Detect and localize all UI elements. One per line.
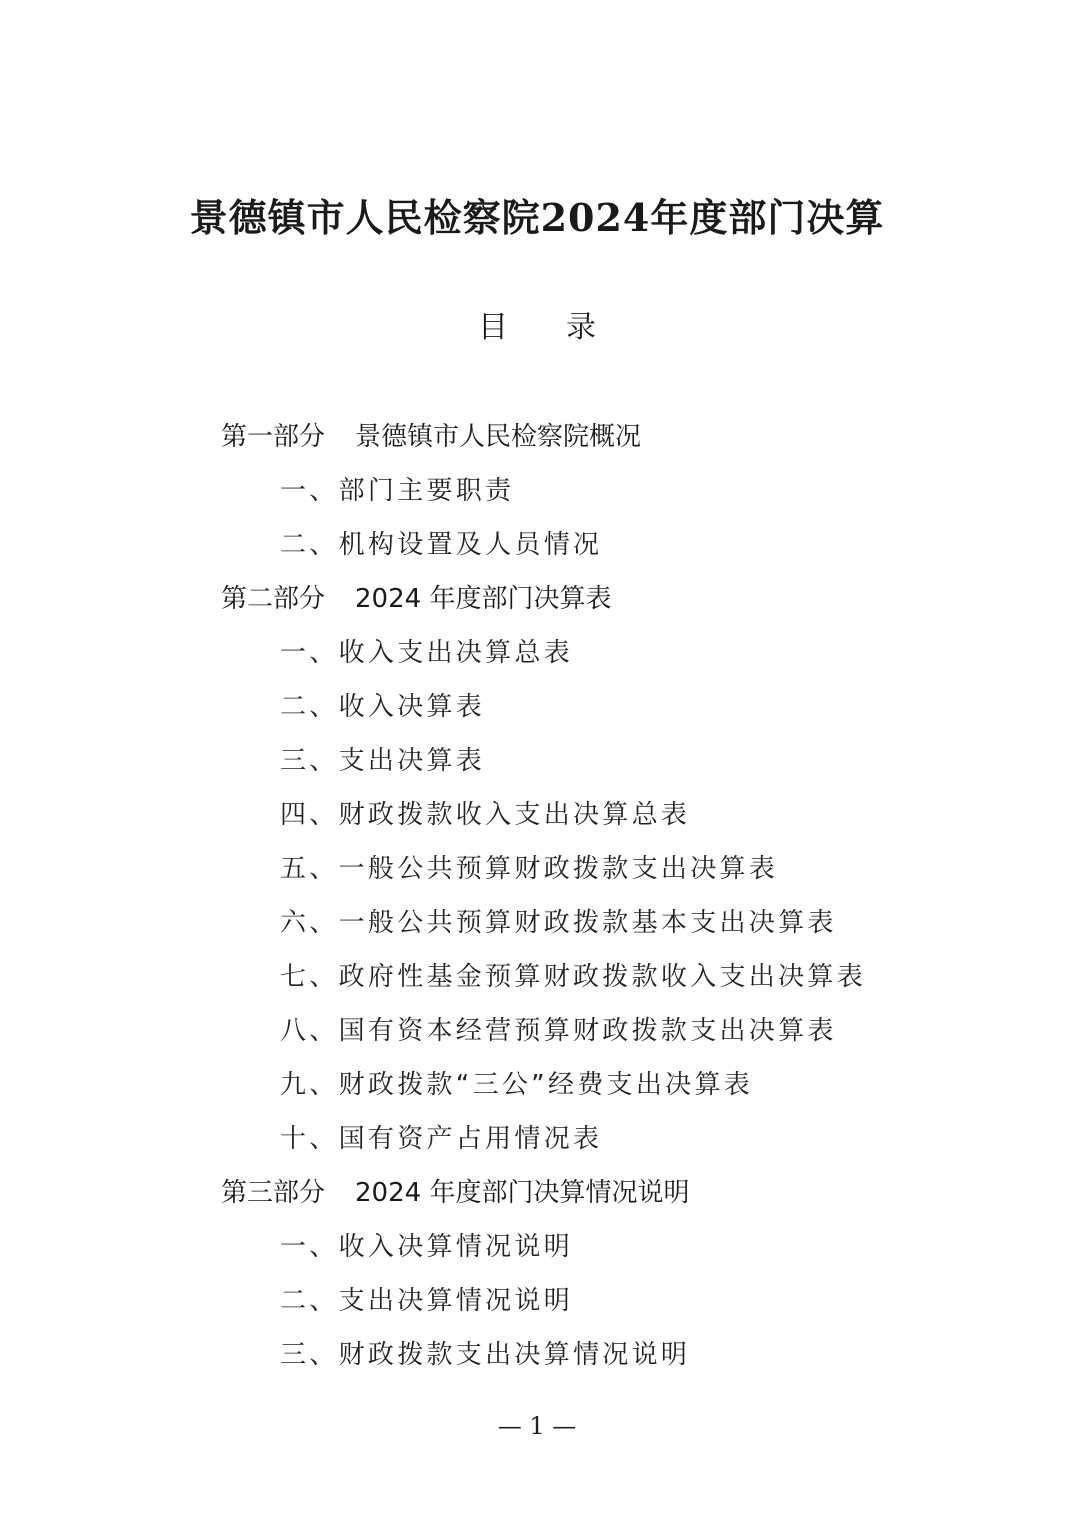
- toc-item: 二、收入决算表: [280, 692, 486, 722]
- toc-item: 八、国有资本经营预算财政拨款支出决算表: [280, 1016, 837, 1046]
- toc-item: 一、部门主要职责: [280, 476, 515, 506]
- toc-item: 六、一般公共预算财政拨款基本支出决算表: [280, 908, 837, 938]
- toc-heading-right: 录: [566, 310, 596, 345]
- toc-item: 四、财政拨款收入支出决算总表: [280, 800, 691, 830]
- toc-item: 一、收入决算情况说明: [280, 1232, 574, 1262]
- toc-heading: [0, 306, 1074, 350]
- document-title: 景德镇市人民检察院2024年度部门决算: [189, 195, 885, 240]
- toc-part-2: [221, 579, 611, 619]
- toc-item: 三、财政拨款支出决算情况说明: [280, 1340, 691, 1370]
- toc-item: 一、收入支出决算总表: [280, 638, 574, 668]
- toc-part-1: [221, 417, 641, 457]
- toc-item: 九、财政拨款“三公”经费支出决算表: [280, 1070, 754, 1100]
- toc-item: 三、支出决算表: [280, 746, 486, 776]
- toc-heading-left: 目: [478, 310, 508, 345]
- toc-item: 五、一般公共预算财政拨款支出决算表: [280, 854, 779, 884]
- page-number: — 1 —: [497, 1412, 577, 1440]
- toc-part-number: 第一部分: [221, 422, 326, 452]
- toc-part-number: 第三部分: [221, 1178, 326, 1208]
- toc-item: 七、政府性基金预算财政拨款收入支出决算表: [280, 962, 867, 992]
- toc-part-title: 景德镇市人民检察院概况: [355, 422, 642, 452]
- toc-part-number: 第二部分: [221, 584, 326, 614]
- toc-part-3: [221, 1173, 689, 1213]
- toc-item: 二、机构设置及人员情况: [280, 530, 603, 560]
- toc-part-title: 2024 年度部门决算情况说明: [355, 1178, 690, 1208]
- toc-part-title: 2024 年度部门决算表: [355, 584, 612, 614]
- toc-item: 十、国有资产占用情况表: [280, 1124, 603, 1154]
- toc-item: 二、支出决算情况说明: [280, 1286, 574, 1316]
